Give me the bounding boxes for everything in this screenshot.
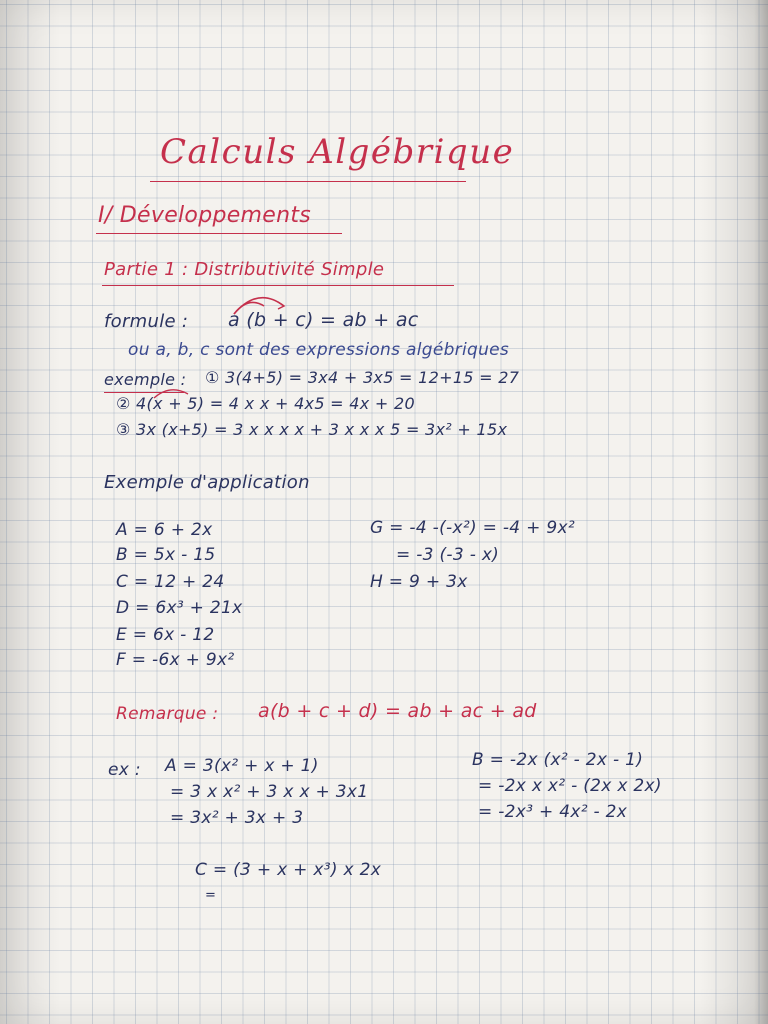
app-line-b: B = 5x - 15	[116, 545, 216, 565]
page-title: Calculs Algébrique	[160, 132, 515, 172]
page-edge-shadow	[754, 0, 768, 1024]
ex-b-line-2: = -2x x x² - (2x x 2x)	[478, 776, 662, 796]
section-heading: I/ Développements	[98, 203, 312, 228]
remarque-expression: a(b + c + d) = ab + ac + ad	[258, 700, 537, 722]
ex-a-line-2: = 3 x x² + 3 x x + 3x1	[170, 782, 369, 802]
ex-c-line-1: C = (3 + x + x³) x 2x	[195, 860, 382, 880]
example-2-arrows	[150, 384, 210, 402]
app-line-g: G = -4 -(-x²) = -4 + 9x²	[370, 518, 575, 538]
title-underline	[150, 181, 466, 182]
app-line-g2: = -3 (-3 - x)	[396, 545, 500, 565]
app-line-f: F = -6x + 9x²	[116, 650, 235, 670]
part-heading: Partie 1 : Distributivité Simple	[104, 259, 385, 280]
example-2: ② 4(x + 5) = 4 x x + 4x5 = 4x + 20	[116, 394, 415, 413]
ex-b-line-3: = -2x³ + 4x² - 2x	[478, 802, 628, 822]
exemple-label: exemple :	[104, 370, 187, 389]
formule-expression: a (b + c) = ab + ac	[228, 309, 419, 331]
formule-label: formule :	[104, 311, 189, 332]
ex-b-line-1: B = -2x (x² - 2x - 1)	[472, 750, 644, 770]
ex-c-line-2: =	[205, 888, 217, 903]
app-line-a: A = 6 + 2x	[116, 520, 213, 540]
ex-a-line-1: A = 3(x² + x + 1)	[165, 756, 319, 776]
application-title: Exemple d'application	[104, 472, 310, 493]
part-underline	[102, 285, 454, 286]
ex-a-line-3: = 3x² + 3x + 3	[170, 808, 304, 828]
app-line-d: D = 6x³ + 21x	[116, 598, 243, 618]
section-underline	[96, 233, 342, 234]
example-1: ① 3(4+5) = 3x4 + 3x5 = 12+15 = 27	[205, 368, 520, 387]
formule-note: ou a, b, c sont des expressions algébriques	[128, 340, 510, 360]
example-3: ③ 3x (x+5) = 3 x x x x + 3 x x x 5 = 3x² + 15x	[116, 420, 508, 439]
app-line-h: H = 9 + 3x	[370, 572, 468, 592]
remarque-label: Remarque :	[116, 704, 219, 724]
distribution-arrows	[228, 288, 298, 318]
ex-label: ex :	[108, 760, 141, 780]
app-line-c: C = 12 + 24	[116, 572, 225, 592]
app-line-e: E = 6x - 12	[116, 625, 215, 645]
